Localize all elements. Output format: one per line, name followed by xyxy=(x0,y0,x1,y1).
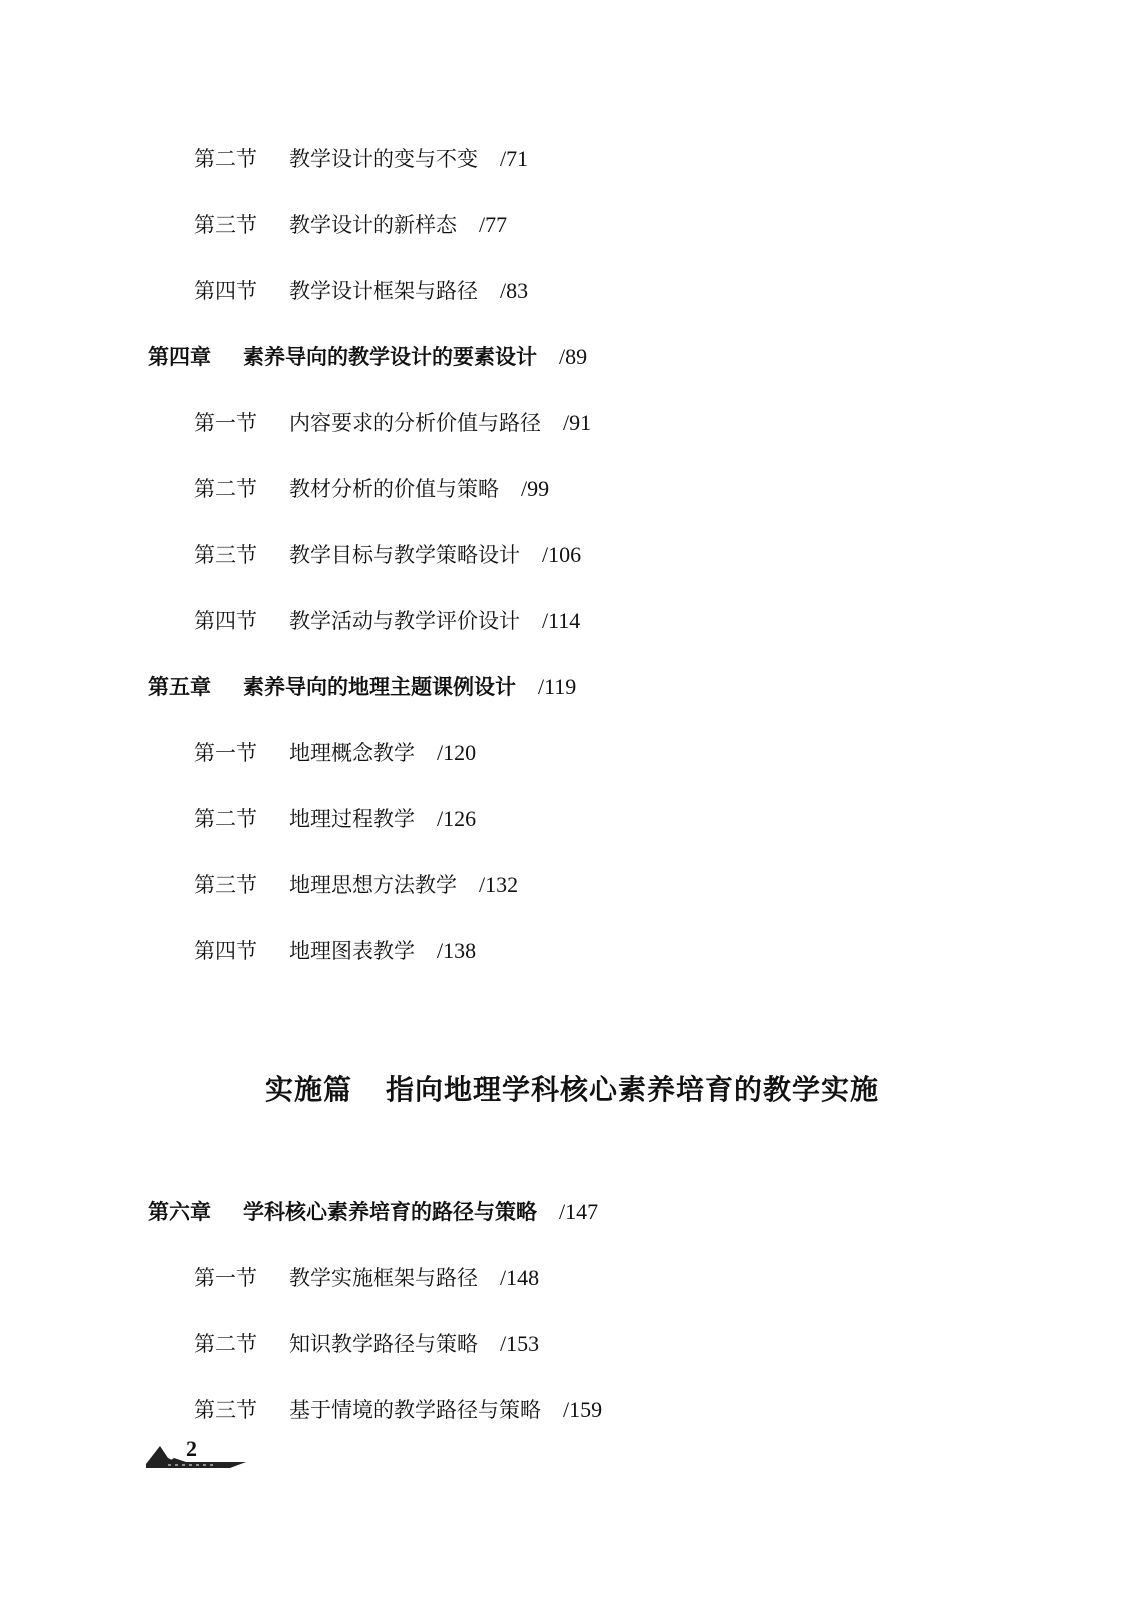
page-ref: /91 xyxy=(563,410,592,435)
toc-section[interactable] xyxy=(194,280,528,302)
page-ref: /138 xyxy=(437,938,477,963)
page-ref: /83 xyxy=(500,278,529,303)
page-ref: /147 xyxy=(559,1199,599,1224)
section-number: 第一节 xyxy=(194,1266,257,1290)
toc-section[interactable] xyxy=(194,808,476,830)
page-ref: /89 xyxy=(559,344,588,369)
toc-chapter[interactable] xyxy=(148,676,576,698)
page-ref: /120 xyxy=(437,740,477,765)
page-number: 2 xyxy=(186,1436,197,1461)
section-title: 教学目标与教学策略设计 xyxy=(289,543,520,567)
toc-section[interactable] xyxy=(194,544,581,566)
toc-section[interactable] xyxy=(194,874,518,896)
toc-section[interactable] xyxy=(194,478,549,500)
page-ref: /99 xyxy=(521,476,550,501)
section-title: 地理概念教学 xyxy=(289,741,415,765)
page-ref: /153 xyxy=(500,1331,540,1356)
section-title: 知识教学路径与策略 xyxy=(289,1332,478,1356)
section-title: 教学设计的变与不变 xyxy=(289,147,478,171)
section-title: 教学设计框架与路径 xyxy=(289,279,478,303)
section-number: 第二节 xyxy=(194,477,257,501)
page-ref: /106 xyxy=(542,542,582,567)
part-label: 实施篇 xyxy=(264,1073,352,1106)
page-ref: /159 xyxy=(563,1397,603,1422)
section-title: 地理图表教学 xyxy=(289,939,415,963)
page-ref: /126 xyxy=(437,806,477,831)
section-title: 教学设计的新样态 xyxy=(289,213,457,237)
toc-section[interactable] xyxy=(194,214,507,236)
section-number: 第三节 xyxy=(194,1398,257,1422)
toc-section[interactable] xyxy=(194,412,591,434)
page-ref: /71 xyxy=(500,146,529,171)
section-number: 第一节 xyxy=(194,741,257,765)
page-ref: /119 xyxy=(538,674,577,699)
section-title: 地理思想方法教学 xyxy=(289,873,457,897)
chapter-number: 第六章 xyxy=(148,1200,211,1224)
section-title: 内容要求的分析价值与路径 xyxy=(289,411,541,435)
section-number: 第三节 xyxy=(194,873,257,897)
section-number: 第三节 xyxy=(194,213,257,237)
toc-section[interactable] xyxy=(194,610,580,632)
section-number: 第二节 xyxy=(194,807,257,831)
toc-section[interactable] xyxy=(194,940,476,962)
chapter-title: 学科核心素养培育的路径与策略 xyxy=(243,1200,537,1224)
section-number: 第四节 xyxy=(194,939,257,963)
toc-chapter[interactable] xyxy=(148,1201,598,1223)
section-title: 地理过程教学 xyxy=(289,807,415,831)
section-title: 教学活动与教学评价设计 xyxy=(289,609,520,633)
chapter-number: 第五章 xyxy=(148,675,211,699)
part-title-text: 指向地理学科核心素养培育的教学实施 xyxy=(386,1073,880,1106)
toc-section[interactable] xyxy=(194,1399,602,1421)
section-number: 第三节 xyxy=(194,543,257,567)
toc-section[interactable] xyxy=(194,148,528,170)
chapter-number: 第四章 xyxy=(148,345,211,369)
section-number: 第四节 xyxy=(194,279,257,303)
page-ref: /77 xyxy=(479,212,508,237)
chapter-title: 素养导向的地理主题课例设计 xyxy=(243,675,516,699)
toc-section[interactable] xyxy=(194,1333,539,1355)
page-ref: /114 xyxy=(542,608,581,633)
part-heading xyxy=(0,1068,1144,1108)
toc-section[interactable] xyxy=(194,1267,539,1289)
section-number: 第二节 xyxy=(194,1332,257,1356)
page-ref: /132 xyxy=(479,872,519,897)
toc-chapter[interactable] xyxy=(148,346,587,368)
section-title: 教学实施框架与路径 xyxy=(289,1266,478,1290)
section-title: 教材分析的价值与策略 xyxy=(289,477,499,501)
section-number: 第四节 xyxy=(194,609,257,633)
section-title: 基于情境的教学路径与策略 xyxy=(289,1398,541,1422)
toc-section[interactable] xyxy=(194,742,476,764)
section-number: 第一节 xyxy=(194,411,257,435)
page-ref: /148 xyxy=(500,1265,540,1290)
section-number: 第二节 xyxy=(194,147,257,171)
chapter-title: 素养导向的教学设计的要素设计 xyxy=(243,345,537,369)
